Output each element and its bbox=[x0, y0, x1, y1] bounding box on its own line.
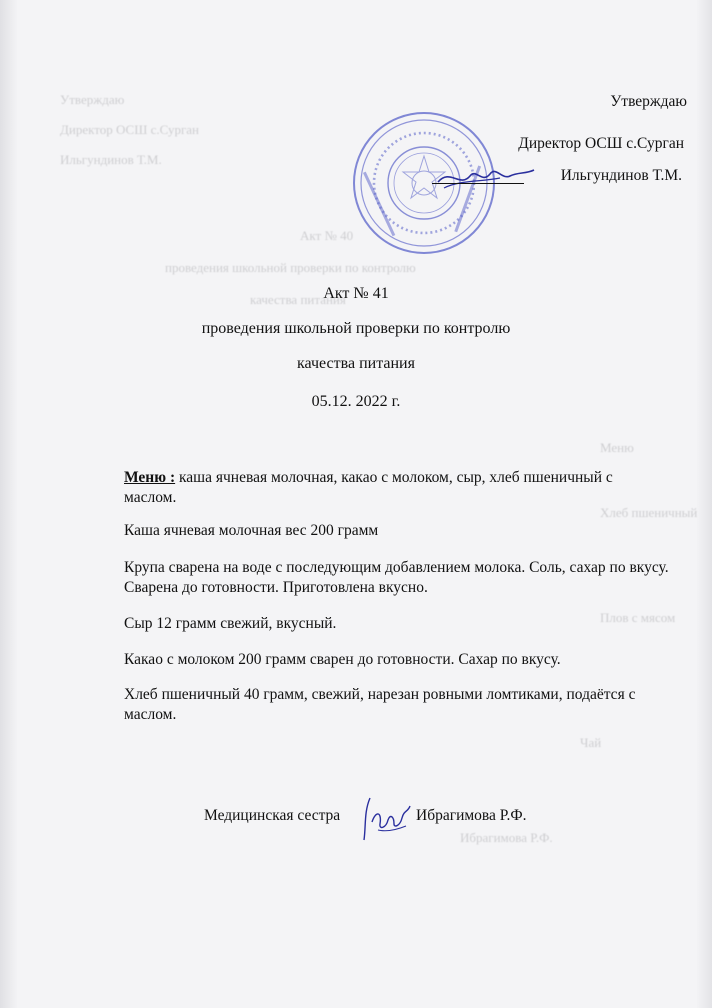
act-date: 05.12. 2022 г. bbox=[311, 393, 401, 410]
approve-label: Утверждаю bbox=[610, 93, 687, 110]
act-number: Акт № 41 bbox=[323, 285, 389, 302]
director-position: Директор ОСШ с.Сурган bbox=[518, 135, 684, 152]
item-bread: Хлеб пшеничный 40 грамм, свежий, нарезан ровными ломтиками, подаётся с маслом. bbox=[124, 686, 636, 723]
show-through-text: Ибрагимова Р.Ф. bbox=[460, 830, 553, 845]
show-through-text: Утверждаю bbox=[60, 92, 125, 107]
menu-text-line2: маслом. bbox=[124, 489, 177, 506]
director-signature bbox=[430, 158, 540, 198]
nurse-signature bbox=[360, 792, 414, 844]
show-through-text: Плов с мясом bbox=[600, 610, 676, 625]
menu-paragraph bbox=[124, 468, 684, 508]
show-through-text: Хлеб пшеничный bbox=[600, 505, 698, 520]
signature-line bbox=[432, 183, 524, 184]
nurse-position: Медицинская сестра bbox=[204, 807, 341, 824]
act-subtitle: качества питания bbox=[297, 355, 415, 372]
show-through-text: Ильгундинов Т.М. bbox=[60, 152, 162, 167]
show-through-text: Директор ОСШ с.Сурган bbox=[60, 122, 200, 137]
show-through-text: Меню bbox=[600, 440, 634, 455]
director-name: Ильгундинов Т.М. bbox=[560, 167, 682, 184]
show-through-text: проведения школьной проверки по контролю bbox=[165, 260, 416, 275]
item-cocoa: Какао с молоком 200 грамм сварен до готовности. Сахар по вкусу. bbox=[124, 651, 561, 668]
item-porridge-description: Крупа сварена на воде с последующим добавлением молока. Соль, сахар по вкусу. Сварена до готовности. Приготовлена вкусно. bbox=[124, 559, 669, 596]
item-porridge-weight: Каша ячневая молочная вес 200 грамм bbox=[124, 522, 379, 539]
menu-label: Меню : bbox=[124, 469, 176, 486]
item-cheese: Сыр 12 грамм свежий, вкусный. bbox=[124, 615, 337, 632]
show-through-text: качества питания bbox=[250, 292, 346, 307]
show-through-text: Акт № 40 bbox=[300, 228, 354, 243]
act-title: проведения школьной проверки по контролю bbox=[201, 320, 511, 337]
show-through-text: Чай bbox=[580, 735, 602, 750]
menu-text-line1: каша ячневая молочная, какао с молоком, сыр, хлеб пшеничный с bbox=[175, 469, 613, 486]
nurse-name: Ибрагимова Р.Ф. bbox=[416, 807, 527, 824]
